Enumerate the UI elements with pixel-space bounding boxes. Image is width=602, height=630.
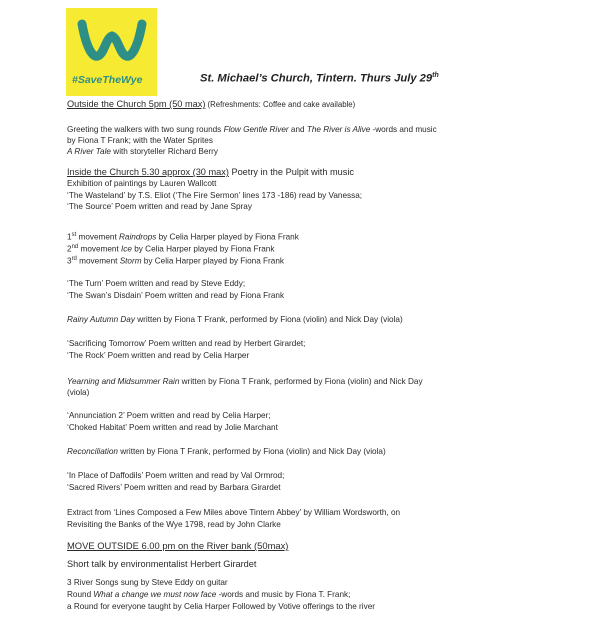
movement-line-2: 2nd movement Ice by Celia Harper played by Fiona Frank xyxy=(67,244,275,254)
annunciation-poem-line: ‘Annunciation 2’ Poem written and read by Celia Harper; xyxy=(67,411,271,420)
page-title: St. Michael’s Church, Tintern. Thurs July 29th xyxy=(200,72,439,85)
greeting-line-1: Greeting the walkers with two sung rounds Flow Gentle River and The River is Alive -words and music xyxy=(67,125,437,134)
greeting-line-2: by Fiona T Frank; with the Water Sprites xyxy=(67,136,213,145)
greeting-line-3: A River Tale with storyteller Richard Berry xyxy=(67,147,218,156)
hashtag-label: #SaveTheWye xyxy=(72,74,143,86)
wasteland-line: ‘The Wasteland’ by T.S. Eliot (‘The Fire Sermon’ lines 173 -186) read by Vanessa; xyxy=(67,191,363,200)
round-for-everyone-line: a Round for everyone taught by Celia Harper Followed by Votive offerings to the river xyxy=(67,602,375,611)
turn-poem-line: ‘The Turn’ Poem written and read by Steve Eddy; xyxy=(67,279,246,288)
save-the-wye-logo xyxy=(66,8,157,96)
choked-habitat-poem-line: ‘Choked Habitat’ Poem written and read by Jolie Marchant xyxy=(67,423,278,432)
exhibition-line: Exhibition of paintings by Lauren Wallcott xyxy=(67,179,217,188)
sacrificing-poem-line: ‘Sacrificing Tomorrow’ Poem written and read by Herbert Girardet; xyxy=(67,339,306,348)
movement-line-3: 3rd movement Storm by Celia Harper played by Fiona Frank xyxy=(67,256,284,266)
wordsworth-extract-line-1: Extract from ‘Lines Composed a Few Miles above Tintern Abbey’ by William Wordsworth, on xyxy=(67,508,401,517)
swan-poem-line: ‘The Swan’s Disdain’ Poem written and read by Fiona Frank xyxy=(67,291,285,300)
movement-line-1: 1st movement Raindrops by Celia Harper played by Fiona Frank xyxy=(67,232,299,242)
sacred-rivers-poem-line: ‘Sacred Rivers’ Poem written and read by Barbara Girardet xyxy=(67,483,281,492)
river-songs-line: 3 River Songs sung by Steve Eddy on guitar xyxy=(67,578,228,587)
wave-w-icon xyxy=(76,16,148,68)
rainy-autumn-day-line: Rainy Autumn Day written by Fiona T Frank, performed by Fiona (violin) and Nick Day (viola) xyxy=(67,315,403,324)
short-talk-line: Short talk by environmentalist Herbert Girardet xyxy=(67,559,257,569)
wordsworth-extract-line-2: Revisiting the Banks of the Wye 1798, read by John Clarke xyxy=(67,520,281,529)
outside-section-heading: Outside the Church 5pm (50 max) (Refreshments: Coffee and cake available) xyxy=(67,99,356,109)
yearning-line-1: Yearning and Midsummer Rain written by Fiona T Frank, performed by Fiona (violin) and Nick Day xyxy=(67,377,423,386)
round-line: Round What a change we must now face -words and music by Fiona T. Frank; xyxy=(67,590,351,599)
daffodils-poem-line: ‘In Place of Daffodils’ Poem written and read by Val Ormrod; xyxy=(67,471,285,480)
yearning-line-2: (viola) xyxy=(67,388,90,397)
source-line: ‘The Source’ Poem written and read by Jane Spray xyxy=(67,202,252,211)
reconciliation-line: Reconciliation written by Fiona T Frank, performed by Fiona (violin) and Nick Day (viola) xyxy=(67,447,386,456)
rock-poem-line: ‘The Rock’ Poem written and read by Celia Harper xyxy=(67,351,250,360)
inside-section-heading: Inside the Church 5.30 approx (30 max) Poetry in the Pulpit with music xyxy=(67,167,354,177)
outside-river-bank-heading: MOVE OUTSIDE 6.00 pm on the River bank (50max) xyxy=(67,540,289,551)
